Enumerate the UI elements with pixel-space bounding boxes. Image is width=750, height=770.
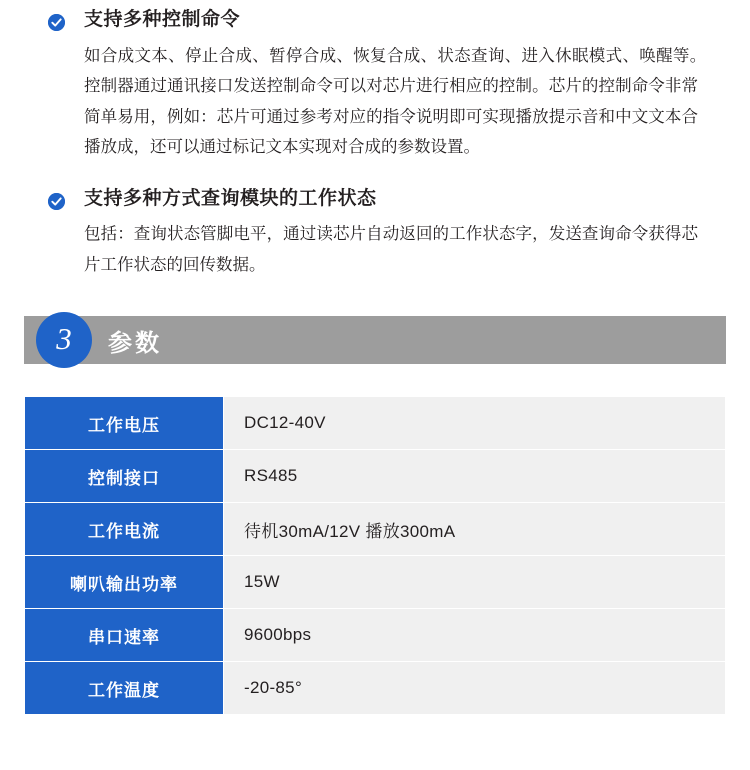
spec-value: 待机30mA/12V 播放300mA xyxy=(224,503,726,556)
feature-title: 支持多种控制命令 xyxy=(84,9,241,30)
spec-value: 15W xyxy=(224,556,726,609)
feature-item xyxy=(28,187,722,281)
spec-table xyxy=(24,396,726,715)
check-circle-icon xyxy=(48,14,65,31)
spec-value: 9600bps xyxy=(224,609,726,662)
section-number-badge xyxy=(36,312,92,368)
table-row xyxy=(25,609,726,662)
feature-body: 如合成文本、停止合成、暂停合成、恢复合成、状态查询、进入休眠模式、唤醒等。 控制器通过通讯接口发送控制命令可以对芯片进行相应的控制。芯片的控制命令非常简单易用，例如：芯片可通过参考对应的指令说明即可实现播放提示音和中文文本合播放成，还可以通过标记文本实现对合成的参数设置。 xyxy=(84,46,715,157)
table-row xyxy=(25,556,726,609)
spec-value: -20-85° xyxy=(224,662,726,715)
spec-label: 工作电流 xyxy=(25,503,224,556)
spec-label: 喇叭输出功率 xyxy=(25,556,224,609)
feature-title: 支持多种方式查询模块的工作状态 xyxy=(84,187,377,209)
section-title: 参数 xyxy=(108,329,162,357)
feature-item xyxy=(28,8,722,163)
section-number: 3 xyxy=(56,321,72,357)
spec-value: DC12-40V xyxy=(224,397,726,450)
spec-label: 工作温度 xyxy=(25,662,224,715)
spec-label: 串口速率 xyxy=(25,609,224,662)
feature-body: 包括：查询状态管脚电平，通过读芯片自动返回的工作状态字，发送查询命令获得芯片工作状态的回传数据。 xyxy=(84,225,698,274)
table-row xyxy=(25,503,726,556)
section-header xyxy=(24,316,726,364)
table-row xyxy=(25,397,726,450)
table-row xyxy=(25,450,726,503)
check-circle-icon xyxy=(48,193,65,210)
feature-list xyxy=(0,0,750,280)
spec-value: RS485 xyxy=(224,450,726,503)
spec-label: 工作电压 xyxy=(25,397,224,450)
table-row xyxy=(25,662,726,715)
spec-label: 控制接口 xyxy=(25,450,224,503)
